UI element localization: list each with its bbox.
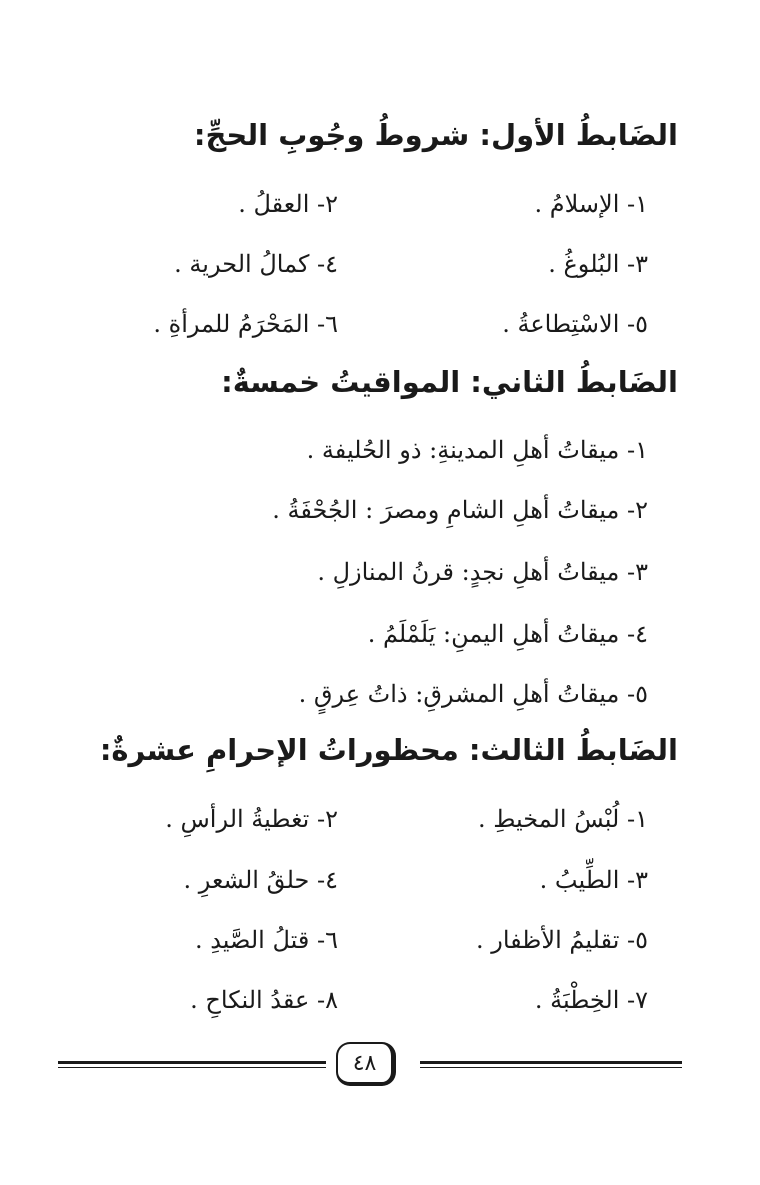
page-number: ٤٨ [336,1042,396,1086]
footer-rule-right-thin [420,1067,682,1068]
list-item: ٦- المَحْرَمُ للمرأةِ . [153,310,338,338]
list-item: ٣- الطِّيبُ . [539,866,648,894]
list-item: ١- ميقاتُ أهلِ المدينةِ: ذو الحُليفة . [306,436,648,464]
list-item: ٧- الخِطْبَةُ . [534,986,648,1014]
list-item: ٢- ميقاتُ أهلِ الشامِ ومصرَ : الجُحْفَةُ . [272,496,648,524]
list-item: ٨- عقدُ النكاحِ . [190,986,338,1014]
list-item: ٢- تغطيةُ الرأسِ . [165,805,338,833]
list-item: ٦- قتلُ الصَّيدِ . [194,926,338,954]
list-item: ٤- حلقُ الشعرِ . [183,866,338,894]
list-item: ٢- العقلُ . [238,190,338,218]
footer-rule-right-thick [420,1061,682,1064]
list-item: ٣- ميقاتُ أهلِ نجدٍ: قرنُ المنازلِ . [317,558,648,586]
section-heading-3: الضَابطُ الثالث: محظوراتُ الإحرامِ عشرةٌ: [99,733,678,767]
list-item: ١- الإسلامُ . [534,190,648,218]
footer-rule-left-thin [58,1067,326,1068]
list-item: ٥- الاسْتِطاعةُ . [502,310,648,338]
list-item: ٤- ميقاتُ أهلِ اليمنِ: يَلَمْلَمُ . [367,620,648,648]
list-item: ٥- تقليمُ الأظفار . [476,926,648,954]
section-heading-1: الضَابطُ الأول: شروطُ وجُوبِ الحجِّ: [193,118,678,152]
list-item: ٥- ميقاتُ أهلِ المشرقِ: ذاتُ عِرقٍ . [298,680,648,708]
footer-rule-left-thick [58,1061,326,1064]
list-item: ١- لُبْسُ المخيطِ . [477,805,648,833]
list-item: ٤- كمالُ الحرية . [174,250,338,278]
section-heading-2: الضَابطُ الثاني: المواقيتُ خمسةٌ: [221,365,678,399]
list-item: ٣- البُلوغُ . [548,250,648,278]
